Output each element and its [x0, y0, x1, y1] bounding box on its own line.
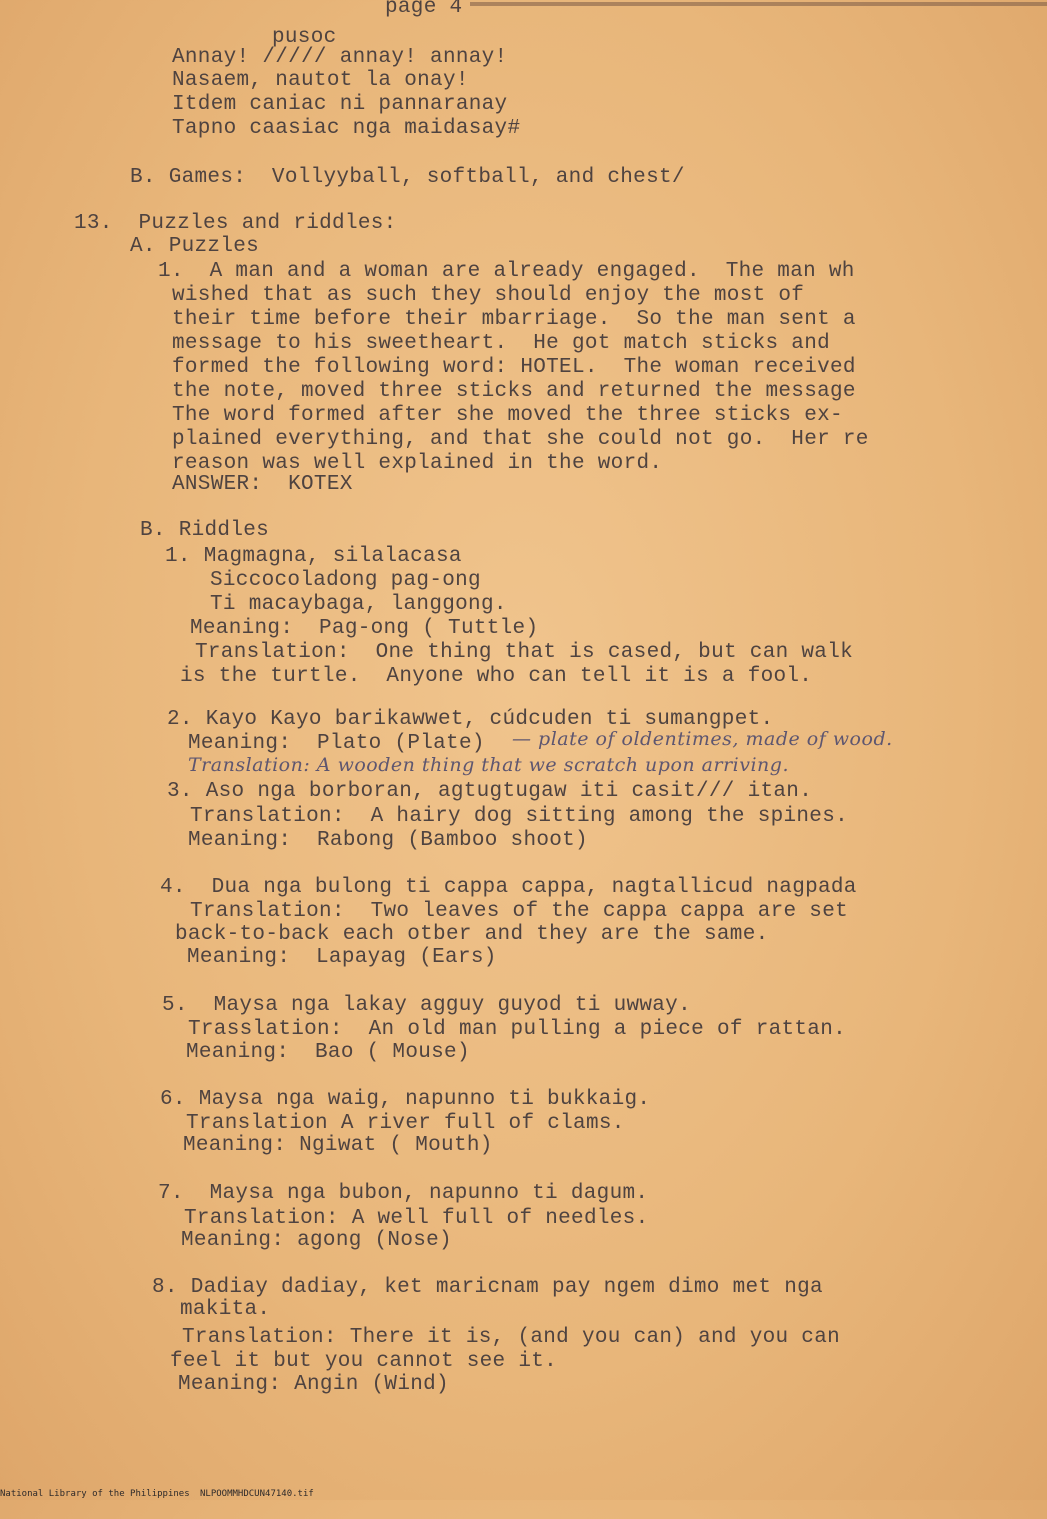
riddle-line: 3. Aso nga borboran, agtugtugaw iti casit/// itan. — [167, 780, 813, 803]
puzzle-line: wished that as such they should enjoy the most of — [172, 284, 805, 307]
handwritten-translation: Translation: A wooden thing that we scratch upon arriving. — [188, 754, 789, 776]
riddle-translation: Translation: A hairy dog sitting among the spines. — [190, 805, 849, 828]
puzzle-line: 1. A man and a woman are already engaged. The man wh — [158, 260, 855, 283]
song-line: Annay! ///// annay! annay! — [172, 46, 508, 69]
song-line: Nasaem, nautot la onay! — [172, 69, 469, 92]
riddle-meaning: Meaning: agong (Nose) — [181, 1229, 452, 1252]
riddle-line: 6. Maysa nga waig, napunno ti bukkaig. — [160, 1088, 651, 1111]
riddle-line: 5. Maysa nga lakay agguy guyod ti uwway. — [162, 994, 691, 1017]
riddle-translation: Translation A river full of clams. — [186, 1112, 625, 1135]
riddle-meaning: Meaning: Bao ( Mouse) — [186, 1041, 470, 1064]
riddle-translation: is the turtle. Anyone who can tell it is a fool. — [180, 665, 813, 688]
riddle-line: 2. Kayo Kayo barikawwet, cúdcuden ti sumangpet. — [167, 708, 774, 731]
riddles-heading: B. Riddles — [140, 519, 270, 542]
riddle-translation: back-to-back each otber and they are the same. — [175, 923, 769, 946]
riddle-line: Ti macaybaga, langgong. — [210, 593, 507, 616]
handwritten-note: — plate of oldentimes, made of wood. — [512, 728, 893, 750]
riddle-line: 7. Maysa nga bubon, napunno ti dagum. — [158, 1182, 649, 1205]
puzzles-heading: A. Puzzles — [130, 235, 260, 258]
section-heading: 13. Puzzles and riddles: — [74, 212, 397, 235]
games-line: B. Games: Vollyyball, softball, and chest/ — [130, 166, 685, 189]
riddle-translation: Trasslation: An old man pulling a piece of rattan. — [188, 1018, 847, 1041]
footer-file-id: NLPOOMMHDCUN47140.tif — [200, 1489, 314, 1499]
riddle-line: 4. Dua nga bulong ti cappa cappa, nagtallicud nagpada — [160, 876, 857, 899]
riddle-line: makita. — [180, 1298, 271, 1321]
scan-footer — [0, 1489, 314, 1519]
riddle-meaning: Meaning: Lapayag (Ears) — [187, 946, 497, 969]
riddle-meaning: Meaning: Ngiwat ( Mouth) — [183, 1134, 493, 1157]
riddle-line: 1. Magmagna, silalacasa — [165, 545, 462, 568]
riddle-line: Siccocoladong pag-ong — [210, 569, 481, 592]
riddle-meaning: Meaning: Rabong (Bamboo shoot) — [188, 829, 588, 852]
riddle-meaning: Meaning: Plato (Plate) — [188, 732, 485, 755]
song-line: Tapno caasiac nga maidasay# — [172, 117, 521, 140]
puzzle-line: plained everything, and that she could not go. Her re — [172, 428, 869, 451]
puzzle-line: the note, moved three sticks and returned the message — [172, 380, 856, 403]
riddle-translation: Translation: Two leaves of the cappa cappa are set — [190, 900, 849, 923]
song-line: Itdem caniac ni pannaranay — [172, 93, 508, 116]
riddle-translation: Translation: A well full of needles. — [184, 1207, 649, 1230]
riddle-translation: Translation: There it is, (and you can) and you can — [182, 1326, 841, 1349]
puzzle-answer: ANSWER: KOTEX — [172, 473, 353, 496]
song-title: pusoc — [272, 26, 337, 49]
puzzle-line: message to his sweetheart. He got match sticks and — [172, 332, 831, 355]
riddle-meaning: Meaning: Angin (Wind) — [178, 1373, 449, 1396]
puzzle-line: formed the following word: HOTEL. The woman received — [172, 356, 856, 379]
riddle-line: 8. Dadiay dadiay, ket maricnam pay ngem dimo met nga — [152, 1276, 823, 1299]
page-top-rule — [470, 2, 1047, 6]
puzzle-line: reason was well explained in the word. — [172, 452, 663, 475]
puzzle-line: their time before their mbarriage. So the man sent a — [172, 308, 856, 331]
riddle-translation: Translation: One thing that is cased, but can walk — [195, 641, 854, 664]
footer-publisher: National Library of the Philippines — [0, 1489, 190, 1499]
puzzle-line: The word formed after she moved the three sticks ex- — [172, 404, 843, 427]
page-number: page 4 — [385, 0, 463, 19]
riddle-translation: feel it but you cannot see it. — [170, 1350, 558, 1373]
riddle-meaning: Meaning: Pag-ong ( Tuttle) — [190, 617, 539, 640]
